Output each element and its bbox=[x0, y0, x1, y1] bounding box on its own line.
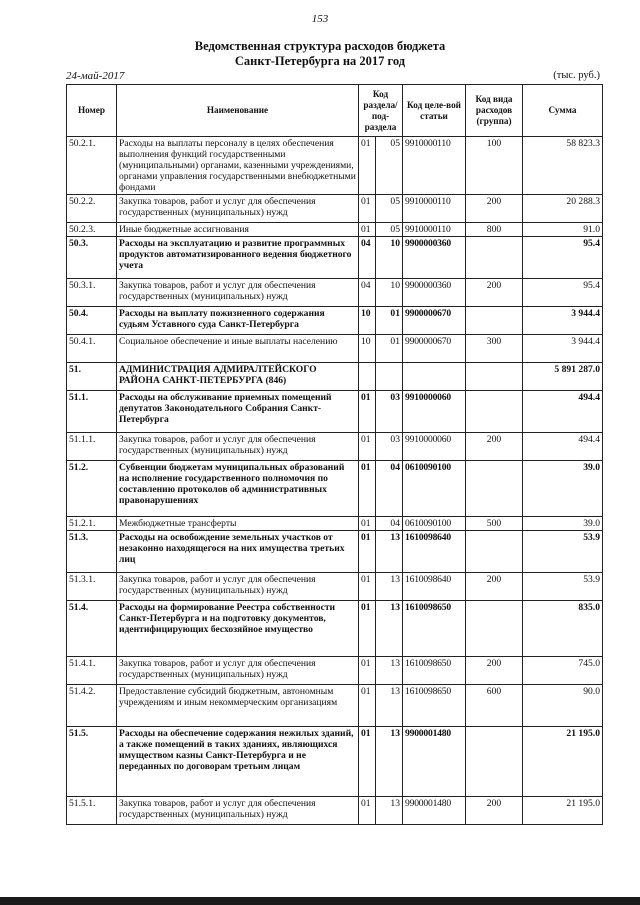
row-subsection: 13 bbox=[376, 727, 403, 797]
row-number: 51.1. bbox=[67, 391, 117, 433]
row-section: 04 bbox=[359, 237, 376, 279]
row-sum: 39.0 bbox=[523, 461, 603, 517]
table-row bbox=[67, 573, 603, 601]
row-number: 51.2.1. bbox=[67, 517, 117, 531]
row-subsection: 05 bbox=[376, 195, 403, 223]
table-row bbox=[67, 657, 603, 685]
row-target-code: 0610090100 bbox=[403, 461, 466, 517]
header-number: Номер bbox=[67, 85, 117, 137]
row-section: 01 bbox=[359, 601, 376, 657]
row-target-code: 0610090100 bbox=[403, 517, 466, 531]
row-sum: 95.4 bbox=[523, 237, 603, 279]
row-target-code: 1610098650 bbox=[403, 685, 466, 727]
row-section: 01 bbox=[359, 517, 376, 531]
table-row bbox=[67, 685, 603, 727]
row-sum: 90.0 bbox=[523, 685, 603, 727]
row-sum: 835.0 bbox=[523, 601, 603, 657]
row-section: 01 bbox=[359, 797, 376, 825]
row-sum: 20 288.3 bbox=[523, 195, 603, 223]
row-number: 51. bbox=[67, 363, 117, 391]
row-target-code: 9910000110 bbox=[403, 137, 466, 195]
title-line-2: Санкт-Петербурга на 2017 год bbox=[234, 54, 406, 68]
row-sum: 3 944.4 bbox=[523, 307, 603, 335]
row-section: 01 bbox=[359, 195, 376, 223]
row-section: 04 bbox=[359, 279, 376, 307]
row-name: Закупка товаров, работ и услуг для обеспечения государственных (муниципальных) нужд bbox=[117, 573, 359, 601]
row-subsection: 13 bbox=[376, 685, 403, 727]
row-subsection: 05 bbox=[376, 223, 403, 237]
row-sum: 21 195.0 bbox=[523, 727, 603, 797]
row-subsection: 03 bbox=[376, 391, 403, 433]
row-sum: 95.4 bbox=[523, 279, 603, 307]
row-expense-type bbox=[466, 307, 523, 335]
header-sum: Сумма bbox=[523, 85, 603, 137]
header-name: Наименование bbox=[117, 85, 359, 137]
header-expense-type: Код вида расходов (группа) bbox=[466, 85, 523, 137]
table-row bbox=[67, 601, 603, 657]
row-sum: 5 891 287.0 bbox=[523, 363, 603, 391]
row-expense-type: 200 bbox=[466, 279, 523, 307]
row-target-code: 9900001480 bbox=[403, 727, 466, 797]
row-section: 01 bbox=[359, 531, 376, 573]
row-sum: 53.9 bbox=[523, 531, 603, 573]
table-row bbox=[67, 797, 603, 825]
row-subsection bbox=[376, 363, 403, 391]
row-section: 01 bbox=[359, 573, 376, 601]
row-number: 51.4.2. bbox=[67, 685, 117, 727]
row-subsection: 13 bbox=[376, 573, 403, 601]
row-subsection: 05 bbox=[376, 137, 403, 195]
row-expense-type: 600 bbox=[466, 685, 523, 727]
row-expense-type: 800 bbox=[466, 223, 523, 237]
scan-bottom-edge bbox=[0, 897, 640, 905]
row-section bbox=[359, 363, 376, 391]
row-number: 50.4. bbox=[67, 307, 117, 335]
row-name: Предоставление субсидий бюджетным, автономным учреждениям и иным некоммерческим организациям bbox=[117, 685, 359, 727]
table-row bbox=[67, 307, 603, 335]
row-subsection: 04 bbox=[376, 517, 403, 531]
row-target-code: 9910000060 bbox=[403, 391, 466, 433]
row-sum: 745.0 bbox=[523, 657, 603, 685]
table-row bbox=[67, 195, 603, 223]
row-name: Расходы на эксплуатацию и развитие программных продуктов автоматизированного ведения бюджетного учета bbox=[117, 237, 359, 279]
row-section: 01 bbox=[359, 685, 376, 727]
row-section: 01 bbox=[359, 727, 376, 797]
row-target-code: 1610098640 bbox=[403, 573, 466, 601]
row-target-code: 1610098640 bbox=[403, 531, 466, 573]
row-target-code: 9900000360 bbox=[403, 237, 466, 279]
row-sum: 58 823.3 bbox=[523, 137, 603, 195]
row-section: 10 bbox=[359, 335, 376, 363]
row-expense-type bbox=[466, 237, 523, 279]
row-number: 51.2. bbox=[67, 461, 117, 517]
row-subsection: 13 bbox=[376, 657, 403, 685]
row-section: 01 bbox=[359, 391, 376, 433]
row-subsection: 01 bbox=[376, 307, 403, 335]
table-row bbox=[67, 363, 603, 391]
table-row bbox=[67, 335, 603, 363]
row-expense-type bbox=[466, 531, 523, 573]
row-name: Иные бюджетные ассигнования bbox=[117, 223, 359, 237]
row-name: Закупка товаров, работ и услуг для обеспечения государственных (муниципальных) нужд bbox=[117, 657, 359, 685]
row-section: 01 bbox=[359, 657, 376, 685]
row-number: 50.2.1. bbox=[67, 137, 117, 195]
row-number: 50.2.2. bbox=[67, 195, 117, 223]
row-sum: 39.0 bbox=[523, 517, 603, 531]
header-section-code: Код раздела/ под-раздела bbox=[359, 85, 403, 137]
row-name: Расходы на обеспечение содержания нежилых зданий, а также помещений в таких зданиях, являющихся имуществом казны Санкт-Петербурга и не переданных по договорам третьим лицам bbox=[117, 727, 359, 797]
row-expense-type: 200 bbox=[466, 433, 523, 461]
row-number: 51.3.1. bbox=[67, 573, 117, 601]
row-expense-type bbox=[466, 363, 523, 391]
row-name: Закупка товаров, работ и услуг для обеспечения государственных (муниципальных) нужд bbox=[117, 279, 359, 307]
title-line-1: Ведомственная структура расходов бюджета bbox=[194, 39, 446, 53]
row-name: Межбюджетные трансферты bbox=[117, 517, 359, 531]
table-row bbox=[67, 433, 603, 461]
row-subsection: 13 bbox=[376, 531, 403, 573]
row-sum: 494.4 bbox=[523, 391, 603, 433]
document-date: 24-май-2017 bbox=[66, 70, 125, 82]
row-number: 51.1.1. bbox=[67, 433, 117, 461]
row-name: Расходы на обслуживание приемных помещений депутатов Законодательного Собрания Санкт-Петербурга bbox=[117, 391, 359, 433]
row-expense-type: 200 bbox=[466, 195, 523, 223]
table-row bbox=[67, 531, 603, 573]
row-sum: 91.0 bbox=[523, 223, 603, 237]
row-target-code: 9900001480 bbox=[403, 797, 466, 825]
table-row bbox=[67, 237, 603, 279]
row-expense-type: 500 bbox=[466, 517, 523, 531]
row-number: 51.5.1. bbox=[67, 797, 117, 825]
row-section: 01 bbox=[359, 137, 376, 195]
table-row bbox=[67, 461, 603, 517]
row-expense-type: 300 bbox=[466, 335, 523, 363]
table-row bbox=[67, 279, 603, 307]
row-target-code: 9910000110 bbox=[403, 223, 466, 237]
row-name: Расходы на формирование Реестра собственности Санкт-Петербурга и на подготовку документов, идентифицирующих бесхозяйное имущество bbox=[117, 601, 359, 657]
table-row bbox=[67, 137, 603, 195]
row-expense-type bbox=[466, 461, 523, 517]
row-section: 10 bbox=[359, 307, 376, 335]
header-target-code: Код целе-вой статьи bbox=[403, 85, 466, 137]
row-sum: 3 944.4 bbox=[523, 335, 603, 363]
row-number: 51.5. bbox=[67, 727, 117, 797]
document-title bbox=[0, 39, 640, 69]
row-name: Субвенции бюджетам муниципальных образований на исполнение государственного полномочия по составлению протоколов об административных правонарушениях bbox=[117, 461, 359, 517]
row-target-code: 9910000110 bbox=[403, 195, 466, 223]
row-name: Социальное обеспечение и иные выплаты населению bbox=[117, 335, 359, 363]
row-target-code: 9910000060 bbox=[403, 433, 466, 461]
table-row bbox=[67, 517, 603, 531]
page-number: 153 bbox=[311, 13, 329, 25]
row-subsection: 01 bbox=[376, 335, 403, 363]
row-expense-type bbox=[466, 391, 523, 433]
row-target-code: 9900000670 bbox=[403, 307, 466, 335]
row-subsection: 13 bbox=[376, 601, 403, 657]
row-target-code: 9900000360 bbox=[403, 279, 466, 307]
row-subsection: 13 bbox=[376, 797, 403, 825]
row-subsection: 04 bbox=[376, 461, 403, 517]
row-section: 01 bbox=[359, 461, 376, 517]
row-name: Закупка товаров, работ и услуг для обеспечения государственных (муниципальных) нужд bbox=[117, 797, 359, 825]
row-sum: 21 195.0 bbox=[523, 797, 603, 825]
row-name: Закупка товаров, работ и услуг для обеспечения государственных (муниципальных) нужд bbox=[117, 195, 359, 223]
row-section: 01 bbox=[359, 433, 376, 461]
row-number: 51.4. bbox=[67, 601, 117, 657]
row-name: Расходы на выплату пожизненного содержания судьям Уставного суда Санкт-Петербурга bbox=[117, 307, 359, 335]
row-expense-type bbox=[466, 727, 523, 797]
table-row bbox=[67, 223, 603, 237]
row-section: 01 bbox=[359, 223, 376, 237]
row-number: 50.2.3. bbox=[67, 223, 117, 237]
row-subsection: 10 bbox=[376, 237, 403, 279]
row-expense-type: 200 bbox=[466, 573, 523, 601]
row-target-code: 1610098650 bbox=[403, 657, 466, 685]
units-label: (тыс. руб.) bbox=[553, 70, 600, 81]
row-name: Расходы на выплаты персоналу в целях обеспечения выполнения функций государственными (муниципальными) органами, казенными учреждениями, органами управления государственными внебюджетными фондами bbox=[117, 137, 359, 195]
row-name: Расходы на освобождение земельных участков от незаконно находящегося на них имущества третьих лиц bbox=[117, 531, 359, 573]
row-sum: 494.4 bbox=[523, 433, 603, 461]
row-number: 51.3. bbox=[67, 531, 117, 573]
row-subsection: 03 bbox=[376, 433, 403, 461]
row-name: АДМИНИСТРАЦИЯ АДМИРАЛТЕЙСКОГО РАЙОНА САНКТ-ПЕТЕРБУРГА (846) bbox=[117, 363, 359, 391]
row-target-code: 9900000670 bbox=[403, 335, 466, 363]
row-expense-type: 100 bbox=[466, 137, 523, 195]
row-expense-type: 200 bbox=[466, 657, 523, 685]
row-target-code: 1610098650 bbox=[403, 601, 466, 657]
row-expense-type: 200 bbox=[466, 797, 523, 825]
row-subsection: 10 bbox=[376, 279, 403, 307]
row-number: 50.3. bbox=[67, 237, 117, 279]
row-target-code bbox=[403, 363, 466, 391]
table-header-row bbox=[67, 85, 603, 137]
row-expense-type bbox=[466, 601, 523, 657]
row-number: 50.4.1. bbox=[67, 335, 117, 363]
row-number: 51.4.1. bbox=[67, 657, 117, 685]
table-row bbox=[67, 391, 603, 433]
row-sum: 53.9 bbox=[523, 573, 603, 601]
row-name: Закупка товаров, работ и услуг для обеспечения государственных (муниципальных) нужд bbox=[117, 433, 359, 461]
row-number: 50.3.1. bbox=[67, 279, 117, 307]
budget-table bbox=[66, 84, 603, 825]
table-row bbox=[67, 727, 603, 797]
